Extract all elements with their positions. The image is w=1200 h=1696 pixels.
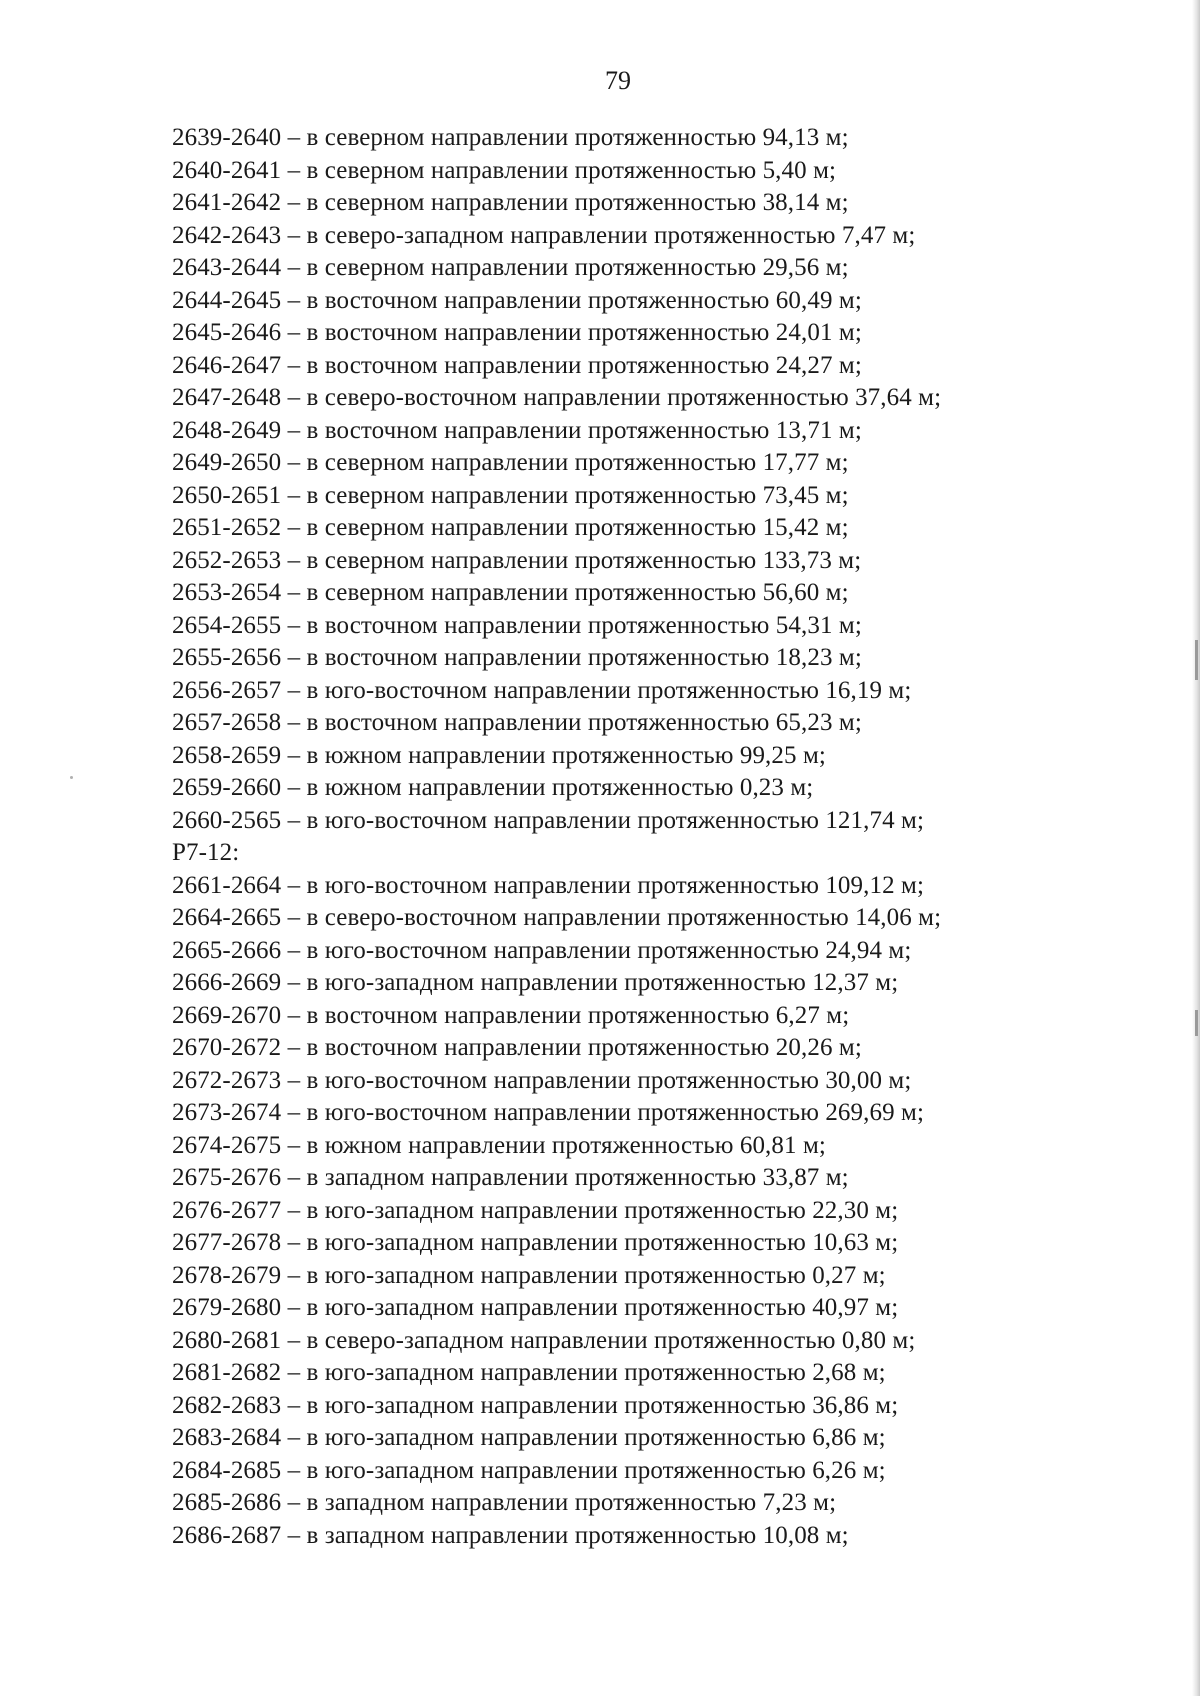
page-number: 79 (605, 66, 631, 95)
segment-line: 2639-2640 – в северном направлении протяженностью 94,13 м; (172, 124, 849, 151)
segment-line: 2643-2644 – в северном направлении протяженностью 29,56 м; (172, 254, 849, 281)
segment-line: 2655-2656 – в восточном направлении протяженностью 18,23 м; (172, 644, 862, 671)
segment-line: 2686-2687 – в западном направлении протяженностью 10,08 м; (172, 1521, 849, 1549)
segment-line: 2683-2684 – в юго-западном направлении протяженностью 6,86 м; (172, 1424, 886, 1451)
scan-edge-mark (1195, 1010, 1198, 1036)
segment-line: 2647-2648 – в северо-восточном направлении протяженностью 37,64 м; (172, 384, 942, 411)
segment-line: 2650-2651 – в северном направлении протяженностью 73,45 м; (172, 481, 849, 509)
segment-line: 2676-2677 – в юго-западном направлении протяженностью 22,30 м; (172, 1196, 899, 1224)
segment-line: 2675-2676 – в западном направлении протяженностью 33,87 м; (172, 1164, 849, 1191)
segment-line: 2644-2645 – в восточном направлении протяженностью 60,49 м; (172, 286, 862, 314)
segment-line: 2677-2678 – в юго-западном направлении протяженностью 10,63 м; (172, 1229, 899, 1256)
segment-line: 2679-2680 – в юго-западном направлении протяженностью 40,97 м; (172, 1294, 899, 1321)
segment-line: 2658-2659 – в южном направлении протяженностью 99,25 м; (172, 741, 826, 769)
segment-line: 2641-2642 – в северном направлении протяженностью 38,14 м; (172, 189, 849, 216)
segment-line: 2659-2660 – в южном направлении протяженностью 0,23 м; (172, 774, 814, 801)
segment-line: 2660-2565 – в юго-восточном направлении протяженностью 121,74 м; (172, 806, 924, 834)
segment-line: 2657-2658 – в восточном направлении протяженностью 65,23 м; (172, 709, 862, 736)
segment-line: 2674-2675 – в южном направлении протяженностью 60,81 м; (172, 1131, 826, 1159)
segment-line: 2670-2672 – в восточном направлении протяженностью 20,26 м; (172, 1034, 862, 1061)
boundary-segments-list (172, 122, 1092, 1552)
segment-line: 2648-2649 – в восточном направлении протяженностью 13,71 м; (172, 416, 862, 444)
segment-line: 2656-2657 – в юго-восточном направлении протяженностью 16,19 м; (172, 676, 912, 704)
segment-line: 2682-2683 – в юго-западном направлении протяженностью 36,86 м; (172, 1391, 899, 1419)
segment-line: 2678-2679 – в юго-западном направлении протяженностью 0,27 м; (172, 1261, 886, 1289)
segment-line: Р7-12: (172, 839, 240, 866)
segment-line: 2645-2646 – в восточном направлении протяженностью 24,01 м; (172, 319, 862, 346)
segment-line: 2680-2681 – в северо-западном направлении протяженностью 0,80 м; (172, 1326, 916, 1354)
segment-line: 2672-2673 – в юго-восточном направлении протяженностью 30,00 м; (172, 1066, 912, 1094)
segment-line: 2640-2641 – в северном направлении протяженностью 5,40 м; (172, 156, 837, 184)
segment-line: 2665-2666 – в юго-восточном направлении протяженностью 24,94 м; (172, 936, 912, 964)
segment-line: 2649-2650 – в северном направлении протяженностью 17,77 м; (172, 449, 849, 476)
segment-line: 2681-2682 – в юго-западном направлении протяженностью 2,68 м; (172, 1359, 886, 1386)
segment-line: 2684-2685 – в юго-западном направлении протяженностью 6,26 м; (172, 1456, 886, 1484)
segment-line: 2664-2665 – в северо-восточном направлении протяженностью 14,06 м; (172, 904, 942, 931)
segment-line: 2652-2653 – в северном направлении протяженностью 133,73 м; (172, 546, 862, 574)
segment-line: 2685-2686 – в западном направлении протяженностью 7,23 м; (172, 1489, 837, 1516)
segment-line: 2666-2669 – в юго-западном направлении протяженностью 12,37 м; (172, 969, 899, 996)
segment-line: 2661-2664 – в юго-восточном направлении протяженностью 109,12 м; (172, 871, 924, 899)
segment-line: 2642-2643 – в северо-западном направлении протяженностью 7,47 м; (172, 221, 916, 249)
segment-line: 2654-2655 – в восточном направлении протяженностью 54,31 м; (172, 611, 862, 639)
segment-line: 2651-2652 – в северном направлении протяженностью 15,42 м; (172, 514, 849, 541)
segment-line: 2669-2670 – в восточном направлении протяженностью 6,27 м; (172, 1001, 850, 1029)
segment-line: 2646-2647 – в восточном направлении протяженностью 24,27 м; (172, 351, 862, 379)
segment-line: 2653-2654 – в северном направлении протяженностью 56,60 м; (172, 579, 849, 606)
segment-line: 2673-2674 – в юго-восточном направлении протяженностью 269,69 м; (172, 1099, 924, 1126)
scan-speck (70, 776, 73, 779)
scan-edge-mark (1195, 640, 1198, 680)
scan-edge (1192, 0, 1200, 1696)
